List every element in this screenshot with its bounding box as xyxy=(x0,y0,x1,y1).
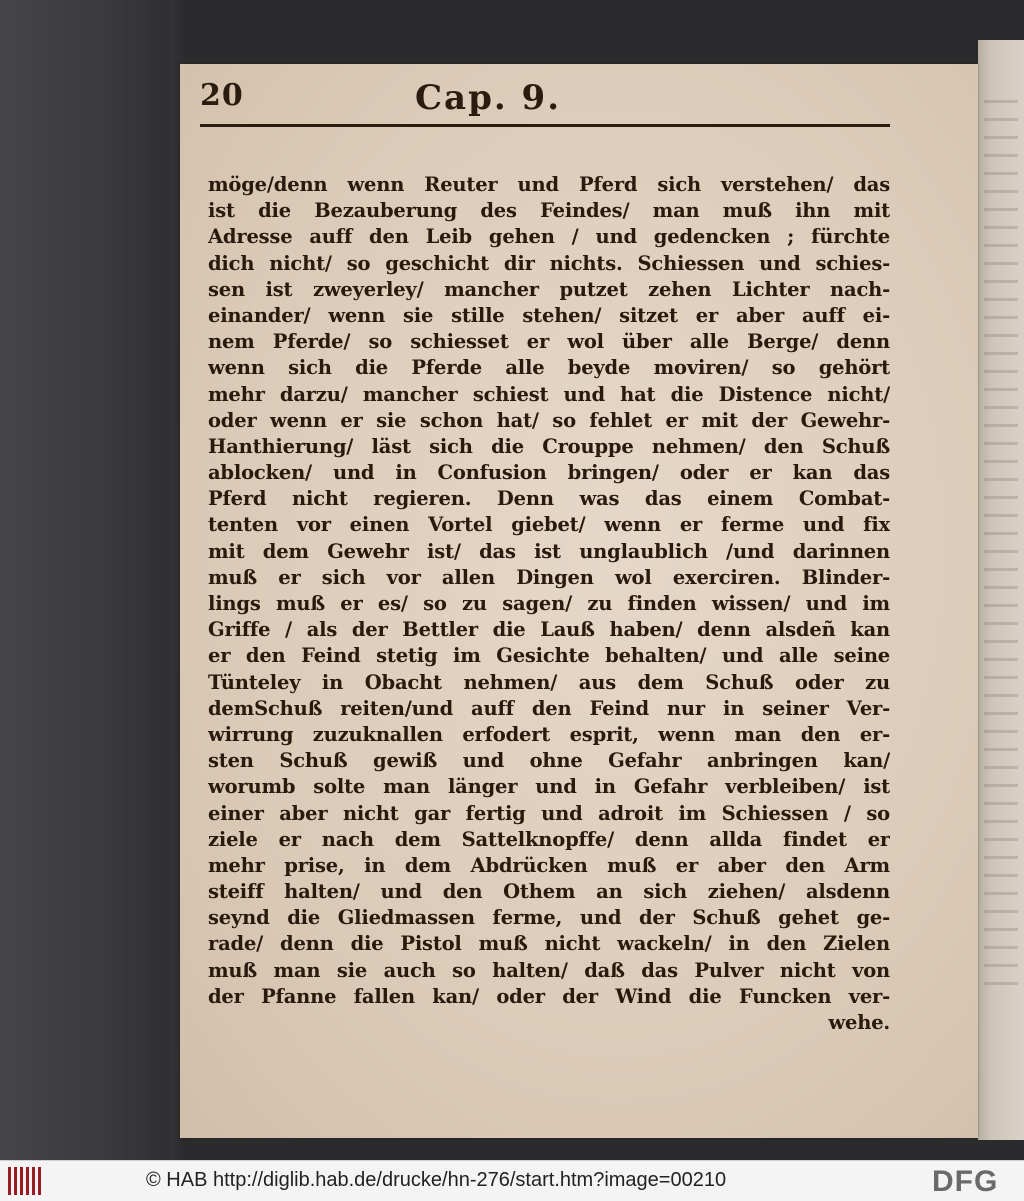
text-line: seynd die Gliedmassen ferme, und der Schuß gehet ge- xyxy=(208,906,890,930)
text-line: rade/ denn die Pistol muß nicht wackeln/ in den Zielen xyxy=(208,932,890,956)
text-line: ablocken/ und in Confusion bringen/ oder er kan das xyxy=(208,461,890,485)
text-line: demSchuß reiten/und auff den Feind nur in seiner Ver- xyxy=(208,696,890,720)
text-line: oder wenn er sie schon hat/ so fehlet er mit der Gewehr- xyxy=(208,408,890,432)
text-line: einander/ wenn sie stille stehen/ sitzet er aber auff ei- xyxy=(208,303,890,327)
page-header xyxy=(200,78,890,134)
text-line: mehr darzu/ mancher schiest und hat die Distence nicht/ xyxy=(208,382,890,406)
text-line: Tünteley in Obacht nehmen/ aus dem Schuß oder zu xyxy=(208,670,890,694)
text-line: möge/denn wenn Reuter und Pferd sich verstehen/ das xyxy=(208,173,890,196)
text-line: muß man sie auch so halten/ daß das Pulver nicht von xyxy=(208,958,890,982)
text-line: der Pfanne fallen kan/ oder der Wind die Funcken ver- xyxy=(208,984,890,1008)
running-head: Cap. 9. xyxy=(415,78,562,118)
text-line: Adresse auff den Leib gehen / und gedencken ; fürchte xyxy=(208,225,890,249)
text-line: Pferd nicht regieren. Denn was das einem Combat- xyxy=(208,487,890,511)
viewer-footer xyxy=(0,1160,1024,1201)
text-line: nem Pferde/ so schiesset er wol über alle Berge/ denn xyxy=(208,330,890,354)
hab-barcode-logo-icon xyxy=(8,1167,42,1195)
text-line: dich nicht/ so geschicht dir nichts. Schiessen und schies- xyxy=(208,251,890,275)
copyright-link[interactable]: © HAB http://diglib.hab.de/drucke/hn-276/start.htm?image=00210 xyxy=(146,1169,727,1191)
text-line: er den Feind stetig im Gesichte behalten/ und alle seine xyxy=(208,644,890,668)
text-line: tenten vor einen Vortel giebet/ wenn er ferme und fix xyxy=(208,513,890,537)
text-line: muß er sich vor allen Dingen wol exerciren. Blinder- xyxy=(208,565,890,589)
text-line: wirrung zuzuknallen erfodert esprit, wenn man den er- xyxy=(208,722,890,746)
text-line: sen ist zweyerley/ mancher putzet zehen Lichter nach- xyxy=(208,277,890,301)
facing-page-edge xyxy=(978,40,1024,1140)
dfg-logo: DFG xyxy=(932,1165,999,1198)
header-rule xyxy=(200,124,890,127)
text-line: einer aber nicht gar fertig und adroit im Schiessen / so xyxy=(208,801,890,825)
text-line-final: wehe. xyxy=(828,1011,890,1034)
page-number: 20 xyxy=(200,78,244,113)
scan-background-left xyxy=(0,0,170,1160)
text-line: worumb solte man länger und in Gefahr verbleiben/ ist xyxy=(208,775,890,799)
text-line: mit dem Gewehr ist/ das ist unglaublich /und darinnen xyxy=(208,539,890,563)
page-text xyxy=(208,172,890,1036)
text-line: lings muß er es/ so zu sagen/ zu finden wissen/ und im xyxy=(208,592,890,615)
text-line: Hanthierung/ läst sich die Crouppe nehmen/ den Schuß xyxy=(208,434,890,458)
text-line: mehr prise, in dem Abdrücken muß er aber den Arm xyxy=(208,853,890,877)
text-line: sten Schuß gewiß und ohne Gefahr anbringen kan/ xyxy=(208,749,890,773)
text-line: ist die Bezauberung des Feindes/ man muß ihn mit xyxy=(208,199,890,223)
text-line: ziele er nach dem Sattelknopffe/ denn allda findet er xyxy=(208,827,890,851)
text-line: steiff halten/ und den Othem an sich ziehen/ alsdenn xyxy=(208,880,890,904)
text-line: Griffe / als der Bettler die Lauß haben/ denn alsdeñ kan xyxy=(208,618,890,642)
text-line: wenn sich die Pferde alle beyde moviren/ so gehört xyxy=(208,356,890,380)
